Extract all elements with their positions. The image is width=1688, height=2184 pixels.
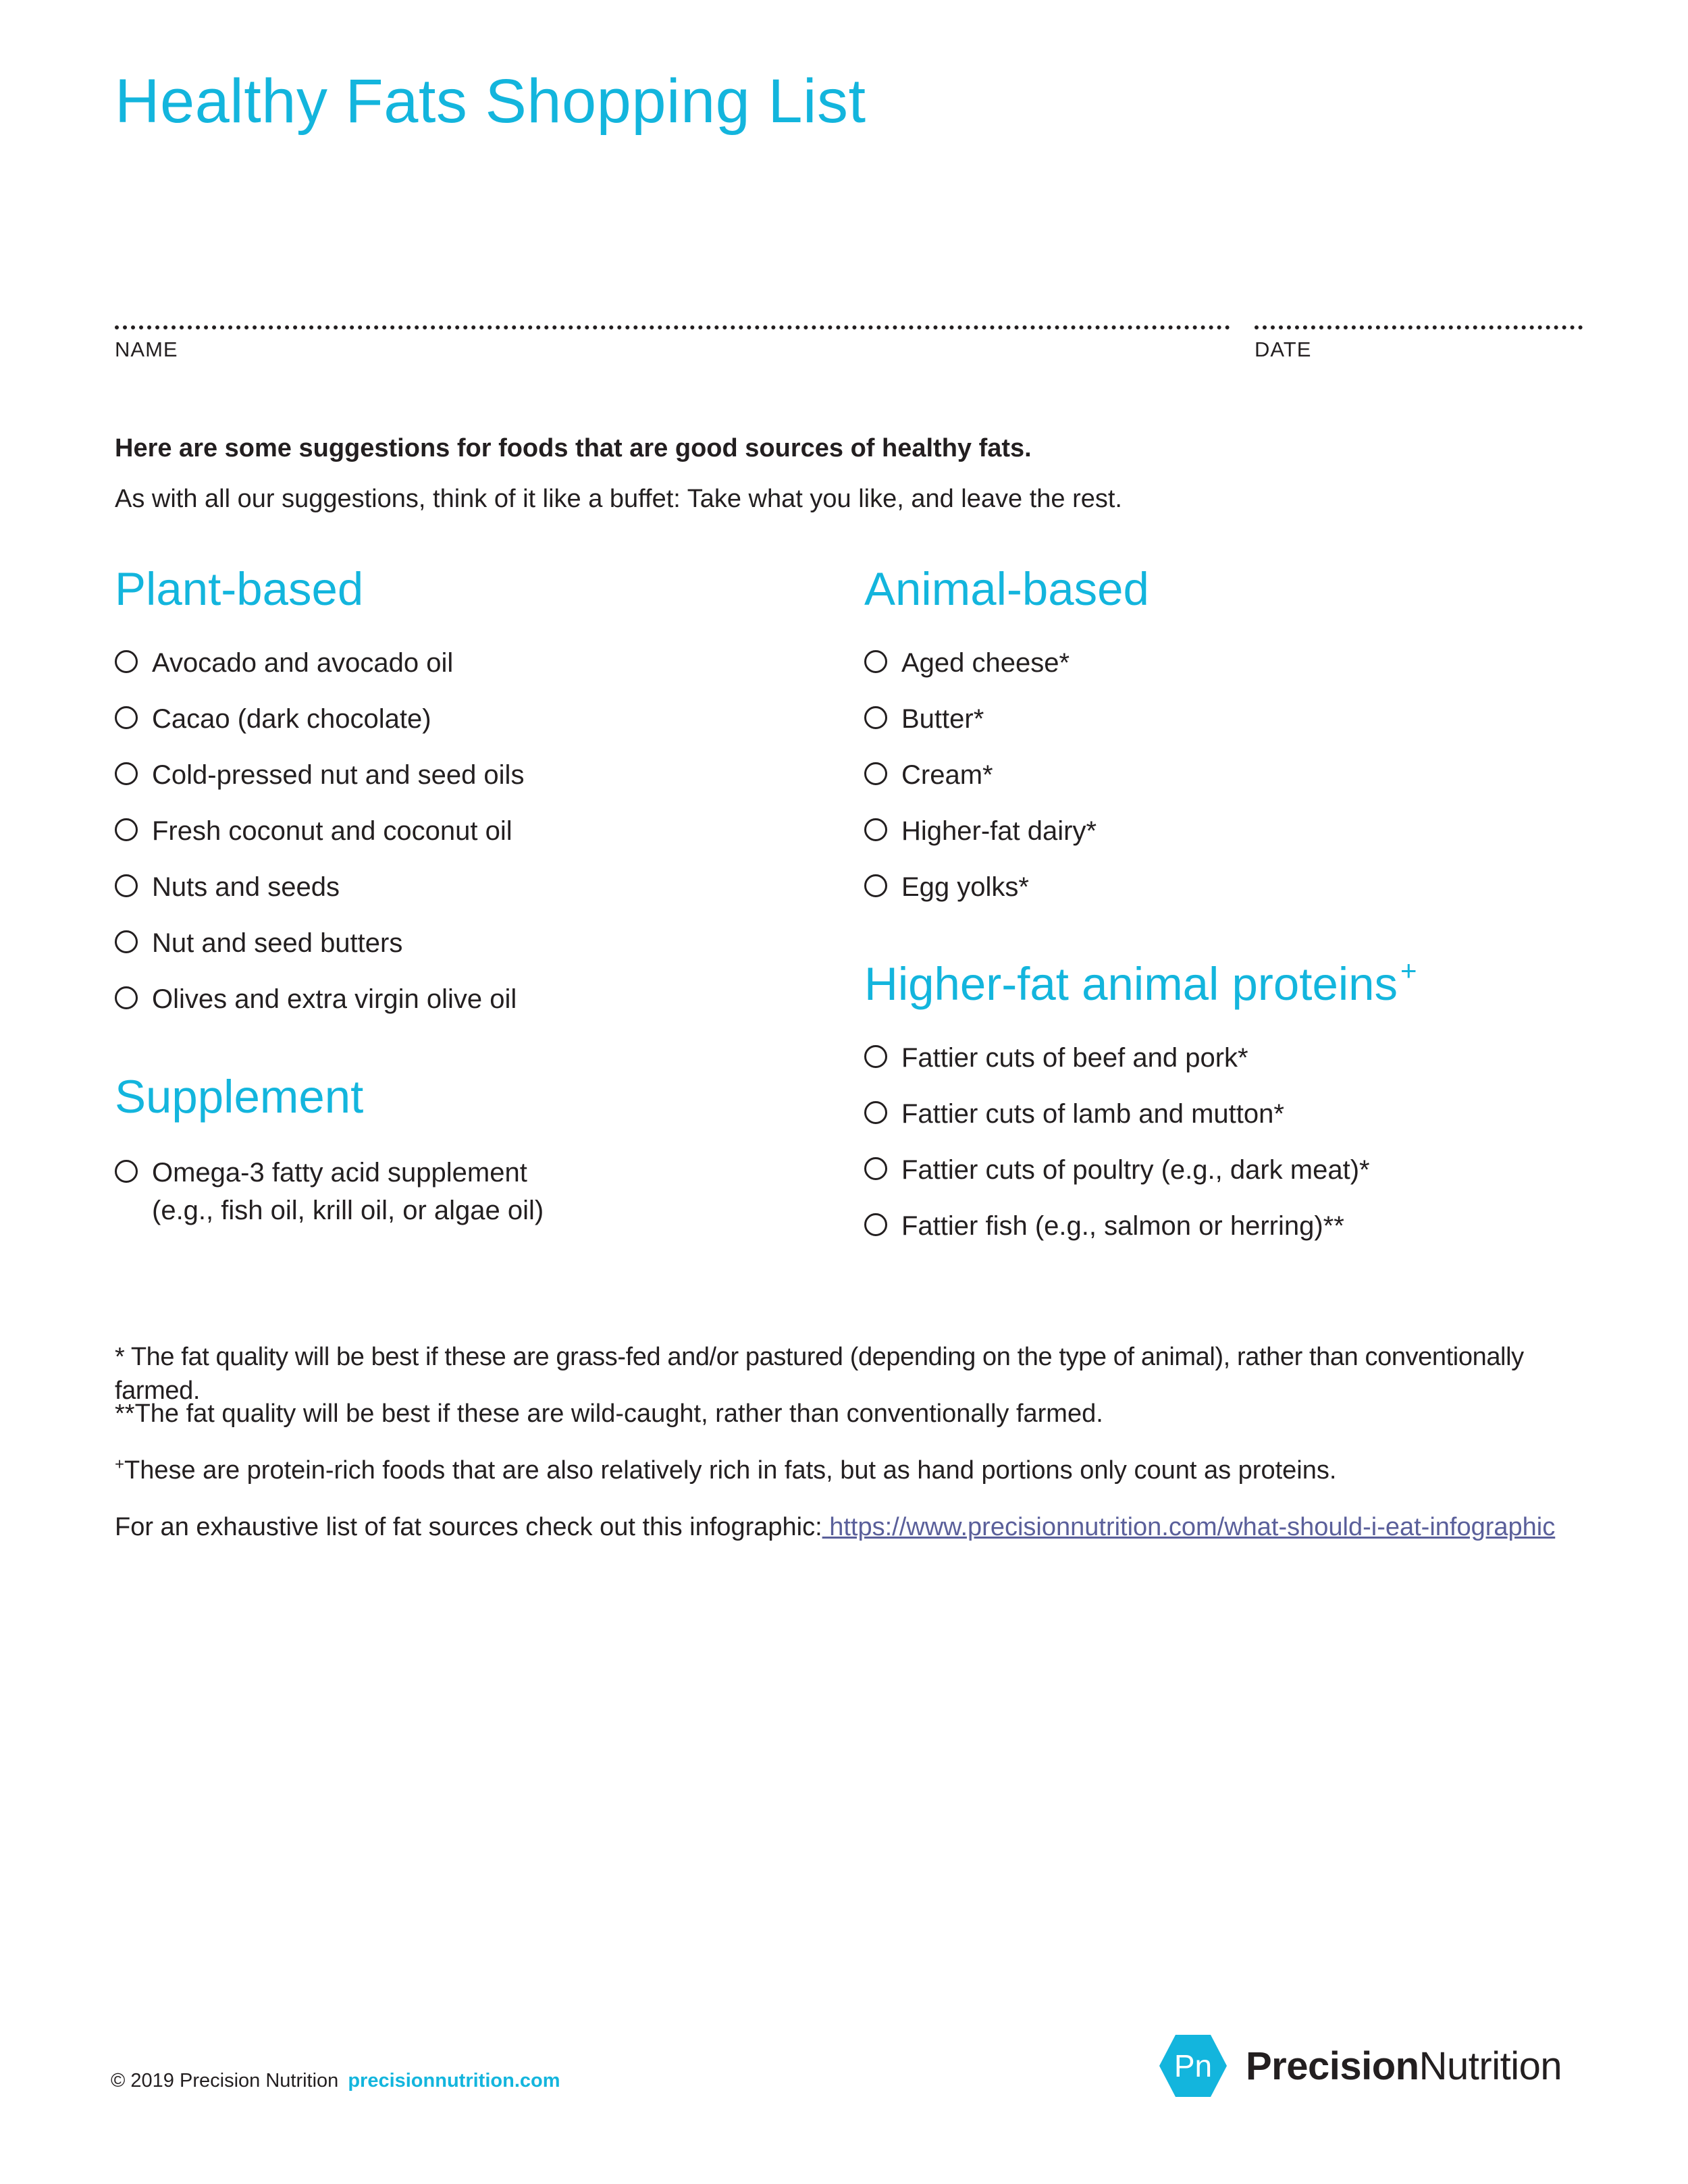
checkbox-circle-icon[interactable] [115,930,138,953]
checkbox-circle-icon[interactable] [115,650,138,673]
supplement-section [115,1073,824,1229]
footnote-plus-text: These are protein-rich foods that are also relatively rich in fats, but as hand portions only count as proteins. [124,1456,1337,1485]
list-item[interactable] [864,644,1573,700]
checkbox-circle-icon[interactable] [115,986,138,1009]
footnotes [115,1340,1600,1567]
proteins-heading [864,955,1573,1010]
checkbox-circle-icon[interactable] [864,1045,887,1068]
name-line[interactable] [115,325,1230,329]
checkbox-circle-icon[interactable] [864,1101,887,1124]
checkbox-circle-icon[interactable] [115,874,138,897]
checkbox-circle-icon[interactable] [864,706,887,729]
checkbox-circle-icon[interactable] [864,874,887,897]
list-item[interactable] [864,1095,1573,1151]
item-label: Cacao (dark chocolate) [152,704,431,734]
copyright [111,2070,560,2092]
checkbox-circle-icon[interactable] [864,1157,887,1180]
proteins-list [864,1039,1573,1263]
item-label: Butter* [901,704,984,734]
checkbox-circle-icon[interactable] [864,762,887,785]
list-item[interactable] [864,1151,1573,1207]
list-item[interactable] [864,756,1573,812]
footnote-infographic [115,1510,1600,1567]
intro-text: As with all our suggestions, think of it like a buffet: Take what you like, and leave the rest. [115,485,1122,513]
website-link[interactable]: precisionnutrition.com [348,2070,560,2092]
proteins-heading-text: Higher-fat animal proteins [864,958,1398,1010]
footnote-plus-mark: + [115,1455,125,1474]
brand-logo [1158,2032,1562,2100]
item-label: Avocado and avocado oil [152,648,454,678]
item-label: Cream* [901,760,993,790]
checkbox-circle-icon[interactable] [115,706,138,729]
plant-heading: Plant-based [115,563,364,615]
item-label: Higher-fat dairy* [901,816,1097,846]
list-item[interactable] [864,868,1573,924]
list-item[interactable] [115,868,824,924]
logo-mark: Pn [1173,2048,1213,2083]
list-item[interactable] [115,1154,824,1229]
proteins-heading-mark: + [1400,955,1417,986]
date-line[interactable] [1255,325,1583,329]
list-item[interactable] [115,812,824,868]
item-sublabel: (e.g., fish oil, krill oil, or algae oil) [152,1196,544,1225]
list-item[interactable] [864,1207,1573,1263]
animal-list [864,644,1573,924]
name-label: NAME [115,338,178,361]
checkbox-circle-icon[interactable] [115,818,138,841]
item-label: Egg yolks* [901,872,1029,902]
footnote-double-star: **The fat quality will be best if these are wild-caught, rather than conventionally farmed. [115,1400,1103,1428]
item-label: Omega-3 fatty acid supplement [152,1158,527,1188]
item-label: Fattier fish (e.g., salmon or herring)** [901,1211,1344,1241]
list-item[interactable] [864,700,1573,756]
supplement-heading: Supplement [115,1071,364,1123]
item-label: Aged cheese* [901,648,1070,678]
list-item[interactable] [115,924,824,980]
item-label: Nuts and seeds [152,872,340,902]
animal-section [864,563,1573,924]
proteins-section [864,955,1573,1263]
item-label: Nut and seed butters [152,928,403,958]
list-item[interactable] [115,644,824,700]
logo-word-nutrition: Nutrition [1419,2044,1562,2088]
copyright-text: © 2019 Precision Nutrition [111,2070,339,2092]
list-item[interactable] [115,980,824,1036]
checkbox-circle-icon[interactable] [864,818,887,841]
list-item[interactable] [864,1039,1573,1095]
animal-heading: Animal-based [864,563,1149,615]
logo-wordmark [1246,2044,1562,2089]
infographic-link[interactable]: https://www.precisionnutrition.com/what-should-i-eat-infographic [822,1513,1556,1541]
checkbox-circle-icon[interactable] [864,1213,887,1236]
item-label: Fattier cuts of poultry (e.g., dark meat)* [901,1155,1370,1185]
item-label: Cold-pressed nut and seed oils [152,760,525,790]
list-item[interactable] [115,700,824,756]
plant-section [115,563,824,1036]
date-label: DATE [1255,338,1312,361]
logo-word-precision: Precision [1246,2044,1419,2088]
supplement-list [115,1154,824,1229]
item-label: Olives and extra virgin olive oil [152,984,517,1014]
checkbox-circle-icon[interactable] [864,650,887,673]
intro-heading: Here are some suggestions for foods that are good sources of healthy fats. [115,434,1032,462]
list-item[interactable] [864,812,1573,868]
checkbox-circle-icon[interactable] [115,762,138,785]
item-label: Fresh coconut and coconut oil [152,816,512,846]
footnote-star: * The fat quality will be best if these are grass-fed and/or pastured (depending on the type of animal), rather than conventionally farmed. [115,1343,1524,1405]
infographic-text: For an exhaustive list of fat sources check out this infographic: [115,1513,822,1541]
pn-hexagon-icon [1158,2032,1228,2100]
footnote-plus [115,1454,1600,1510]
page-title: Healthy Fats Shopping List [115,67,866,136]
item-label: Fattier cuts of beef and pork* [901,1043,1248,1073]
item-label: Fattier cuts of lamb and mutton* [901,1099,1284,1129]
plant-list [115,644,824,1036]
list-item[interactable] [115,756,824,812]
checkbox-circle-icon[interactable] [115,1160,138,1183]
